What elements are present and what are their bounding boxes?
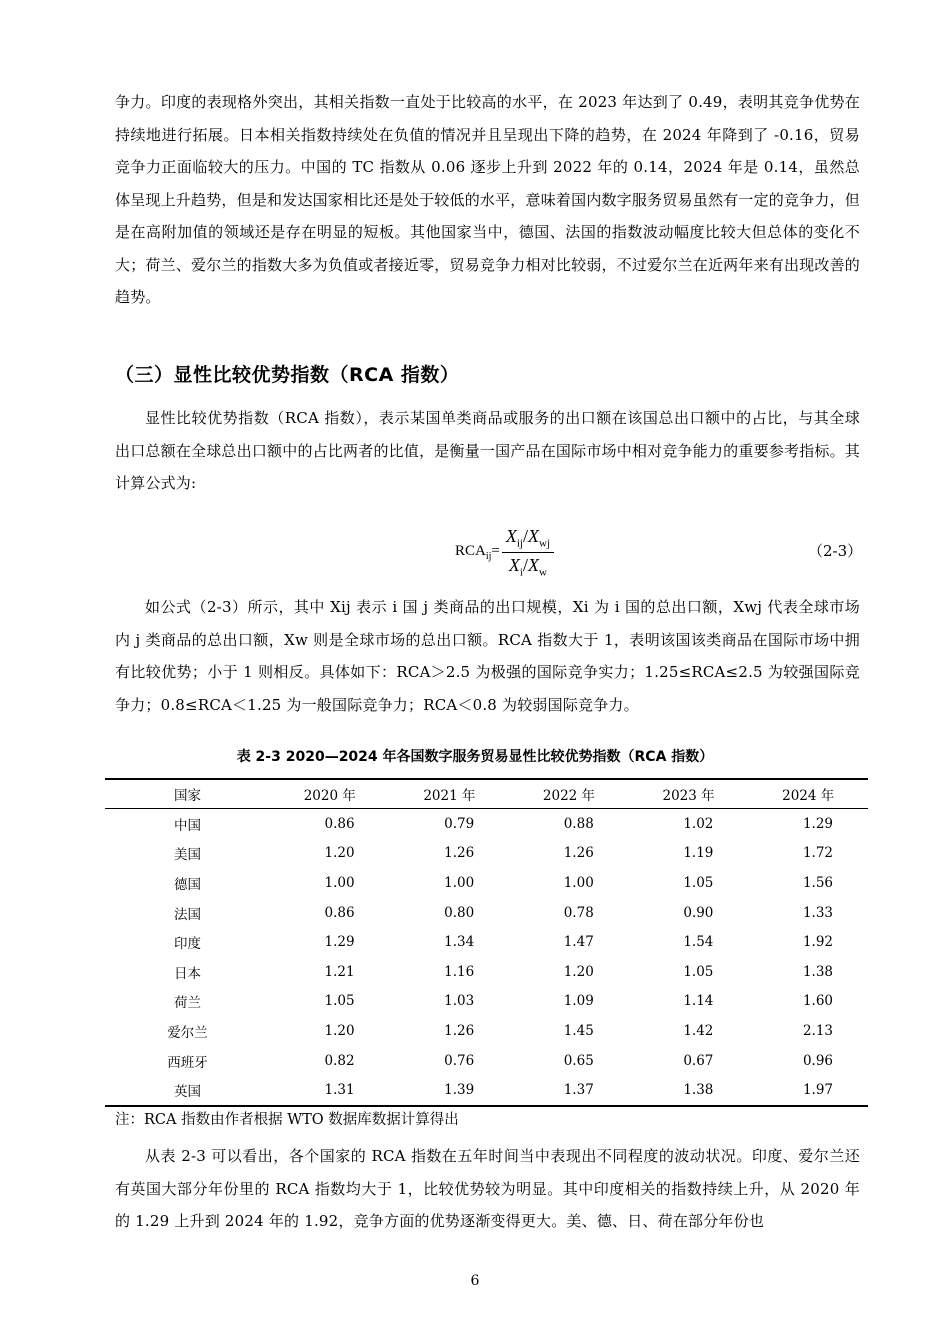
paragraph-tc-analysis: 争力。印度的表现格外突出，其相关指数一直处于比较高的水平，在 2023 年达到了 0.49，表明其竞争优势在持续地进行拓展。日本相关指数持续处在负值的情况并且呈现出下降的趋势，在 2024 年降到了 -0.16，贸易竞争力正面临较大的压力。中国的 TC 指数从 0.06 逐步上升到 2022 年的 0.14，2024 年是 0.14，虽然总体呈现上升趋势，但是和发达国家相比还是处于较低的水平，意味着国内数字服务贸易虽然有一定的竞争力，但是在高附加值的领域还是存在明显的短板。其他国家当中，德国、法国的指数波动幅度比较大但总体的变化不大；荷兰、爱尔兰的指数大多为负值或者接近零，贸易竞争力相对比较弱，不过爱尔兰在近两年来有出现改善的趋势。 <box>115 93 860 306</box>
value-cell: 0.76 <box>444 1052 475 1069</box>
table-row <box>105 809 868 839</box>
value-cell: 0.86 <box>324 815 355 832</box>
value-cell: 1.21 <box>324 963 355 980</box>
table-row <box>105 1016 868 1046</box>
value-cell: 0.96 <box>802 1052 833 1069</box>
value-cell: 1.05 <box>324 993 355 1010</box>
value-cell: 1.26 <box>444 845 475 862</box>
column-header: 2020 年 <box>303 788 356 804</box>
value-cell: 1.20 <box>324 845 355 862</box>
table-row <box>105 987 868 1017</box>
country-cell: 英国 <box>174 1084 201 1101</box>
paragraph-table-analysis: 从表 2-3 可以看出，各个国家的 RCA 指数在五年时间当中表现出不同程度的波动状况。印度、爱尔兰还有英国大部分年份里的 RCA 指数均大于 1，比较优势较为明显。其中印度相关的指数持续上升，从 2020 年的 1.29 上升到 2024 年的 1.92，竞争方面的优势逐渐变得更大。美、德、日、荷在部分年份也 <box>115 1147 860 1230</box>
value-cell: 1.00 <box>324 874 355 891</box>
formula-fraction <box>502 526 554 578</box>
value-cell: 1.42 <box>683 1022 714 1039</box>
table-row <box>105 1075 868 1106</box>
value-cell: 1.39 <box>444 1082 475 1099</box>
value-cell: 1.45 <box>563 1022 594 1039</box>
country-cell: 法国 <box>174 906 201 923</box>
value-cell: 1.09 <box>563 993 594 1010</box>
value-cell: 1.92 <box>802 934 833 951</box>
value-cell: 1.05 <box>683 963 714 980</box>
value-cell: 1.38 <box>802 963 833 980</box>
table-row <box>105 898 868 928</box>
page-number: 6 <box>470 1273 480 1289</box>
value-cell: 1.03 <box>444 993 475 1010</box>
country-cell: 日本 <box>174 965 201 982</box>
value-cell: 1.26 <box>563 845 594 862</box>
paragraph-rca-definition: 显性比较优势指数（RCA 指数），表示某国单类商品或服务的出口额在该国总出口额中的占比，与其全球出口总额在全球总出口额中的占比两者的比值，是衡量一国产品在国际市场中相对竞争能力的重要参考指标。其计算公式为: <box>115 409 860 492</box>
fraction-bar <box>502 552 554 553</box>
value-cell: 1.16 <box>444 963 475 980</box>
table-row <box>105 957 868 987</box>
value-cell: 1.29 <box>324 934 355 951</box>
value-cell: 0.86 <box>324 904 355 921</box>
value-cell: 1.00 <box>563 874 594 891</box>
value-cell: 1.38 <box>683 1082 714 1099</box>
country-cell: 美国 <box>174 847 201 864</box>
value-cell: 0.65 <box>563 1052 594 1069</box>
value-cell: 1.37 <box>563 1082 594 1099</box>
value-cell: 0.79 <box>444 815 475 832</box>
value-cell: 0.88 <box>563 815 594 832</box>
country-cell: 西班牙 <box>167 1054 208 1071</box>
table-row <box>105 927 868 957</box>
value-cell: 1.31 <box>324 1082 355 1099</box>
country-cell: 爱尔兰 <box>167 1024 208 1041</box>
table-row <box>105 868 868 898</box>
value-cell: 0.82 <box>324 1052 355 1069</box>
formula-denominator: $X_i/X_w$ <box>508 554 547 579</box>
value-cell: 1.29 <box>802 815 833 832</box>
value-cell: 1.47 <box>563 934 594 951</box>
table-header-row <box>105 779 868 809</box>
value-cell: 1.72 <box>802 845 833 862</box>
table-note: 注：RCA 指数由作者根据 WTO 数据库数据计算得出 <box>115 1112 459 1128</box>
value-cell: 0.78 <box>563 904 594 921</box>
column-header: 2021 年 <box>423 788 476 804</box>
formula-number: （2-3） <box>808 542 863 560</box>
country-cell: 德国 <box>174 876 201 893</box>
value-cell: 2.13 <box>802 1022 833 1039</box>
country-cell: 荷兰 <box>174 995 201 1012</box>
value-cell: 1.20 <box>324 1022 355 1039</box>
value-cell: 0.80 <box>444 904 475 921</box>
country-cell: 印度 <box>174 936 201 953</box>
section-heading: （三）显性比较优势指数（RCA 指数） <box>115 364 460 386</box>
rca-formula <box>455 524 554 580</box>
value-cell: 1.54 <box>683 934 714 951</box>
value-cell: 1.60 <box>802 993 833 1010</box>
table-row <box>105 1046 868 1076</box>
table-caption: 表 2-3 2020—2024 年各国数字服务贸易显性比较优势指数（RCA 指数） <box>236 749 714 765</box>
rca-table <box>105 778 868 1107</box>
column-header: 国家 <box>174 788 201 804</box>
value-cell: 1.97 <box>802 1082 833 1099</box>
country-cell: 中国 <box>174 817 201 834</box>
value-cell: 1.56 <box>802 874 833 891</box>
value-cell: 1.02 <box>683 815 714 832</box>
value-cell: 1.34 <box>444 934 475 951</box>
value-cell: 1.26 <box>444 1022 475 1039</box>
value-cell: 1.00 <box>444 874 475 891</box>
value-cell: 1.14 <box>683 993 714 1010</box>
value-cell: 0.90 <box>683 904 714 921</box>
value-cell: 1.20 <box>563 963 594 980</box>
column-header: 2023 年 <box>662 788 715 804</box>
formula-numerator: $X_{ij}/X_{wj}$ <box>505 525 551 550</box>
paragraph-formula-explanation: 如公式（2-3）所示，其中 Xij 表示 i 国 j 类商品的出口规模，Xi 为 i 国的总出口额，Xwj 代表全球市场内 j 类商品的总出口额，Xw 则是全球市场的总出口额。RCA 指数大于 1，表明该国该类商品在国际市场中拥有比较优势；小于 1 则相反。具体如下：RCA＞2.5 为极强的国际竞争实力；1.25≤RCA≤2.5 为较强国际竞争力；0.8≤RCA＜1.25 为一般国际竞争力；RCA＜0.8 为较弱国际竞争力。 <box>115 598 860 714</box>
table-row <box>105 839 868 869</box>
column-header: 2024 年 <box>782 788 835 804</box>
column-header: 2022 年 <box>542 788 596 804</box>
value-cell: 1.33 <box>802 904 833 921</box>
value-cell: 0.67 <box>683 1052 714 1069</box>
value-cell: 1.19 <box>683 845 714 862</box>
formula-lhs: $RCA_{ij}=$ <box>455 542 500 562</box>
value-cell: 1.05 <box>683 874 714 891</box>
